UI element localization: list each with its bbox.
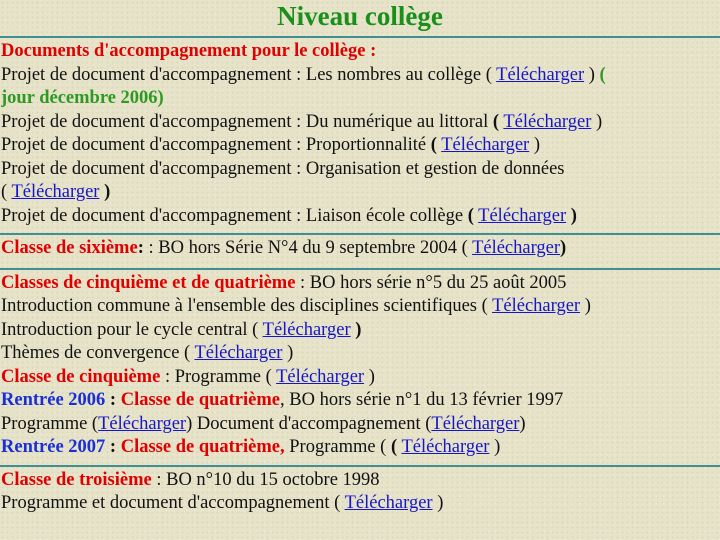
- download-link-proportionnalite[interactable]: Télécharger: [441, 135, 530, 155]
- docs-section: Documents d'accompagnement pour le collège : Projet de document d'accompagnement : Les nombres au collège ( Télécharger ) ( jour décembre 2006) Projet de document d'accompagnement : Du numérique au littoral ( Télécharger ) Projet de document d'accompagnement : Proportionnalité ( Télécharger ) Projet de document d'accompagnement : Organisation et gestion de données ( Télécharger ) Projet de document d'accompagnement : Liaison école collège ( Télécharger ): [0, 40, 720, 228]
- divider: [0, 268, 720, 270]
- sixieme-heading: Classe de sixième: [1, 238, 138, 258]
- quatrieme-heading: Classe de quatrième: [120, 390, 280, 410]
- divider: [0, 233, 720, 235]
- download-link-intro-cycle[interactable]: Télécharger: [262, 319, 351, 340]
- download-link-intro-sci[interactable]: Télécharger: [492, 296, 581, 316]
- sixieme-section: Classe de sixième: : BO hors Série N°4 du 9 septembre 2004 ( Télécharger): [1, 238, 567, 258]
- update-note: jour décembre 2006): [1, 88, 164, 108]
- doc-item-numerique: Projet de document d'accompagnement : Du numérique au littoral ( Télécharger ): [1, 111, 603, 132]
- quatrieme-2007-heading: Classe de quatrième,: [120, 437, 285, 457]
- doc-item-organisation: Projet de document d'accompagnement : Organisation et gestion de données: [1, 158, 565, 179]
- download-link-programme-4e[interactable]: Télécharger: [98, 413, 187, 434]
- divider: [0, 465, 720, 467]
- doc-item-liaison: Projet de document d'accompagnement : Liaison école collège ( Télécharger ): [1, 205, 577, 226]
- cinq-quatre-heading: Classes de cinquième et de quatrième: [1, 272, 296, 293]
- cinq-quatre-section: Classes de cinquième et de quatrième : BO hors série n°5 du 25 août 2005 Introduction commune à l'ensemble des disciplines scientifiques ( Télécharger ) Introduction pour le cycle central ( Télécharger ) Thèmes de convergence ( Télécharger ) Classe de cinquième : Programme ( Télécharger ) Rentrée 2006 : Classe de quatrième, BO hors série n°1 du 13 février 1997 Programme (Télécharger) Document d'accompagnement (Télécharger) Rentrée 2007 : Classe de quatrième, Programme ( ( Télécharger ): [1, 272, 591, 457]
- download-link-nombres[interactable]: Télécharger: [496, 64, 585, 85]
- docs-heading: Documents d'accompagnement pour le collège :: [1, 41, 377, 61]
- rentree-2007-label: Rentrée 2007: [1, 437, 106, 457]
- rentree-2006-label: Rentrée 2006: [1, 390, 106, 410]
- cinquieme-heading: Classe de cinquième: [1, 366, 161, 387]
- download-link-numerique[interactable]: Télécharger: [503, 111, 592, 132]
- divider: [0, 36, 720, 38]
- page-title: Niveau collège: [277, 1, 443, 31]
- download-link-troisieme[interactable]: Télécharger: [344, 493, 433, 513]
- download-link-liaison[interactable]: Télécharger: [478, 205, 567, 226]
- troisieme-section: Classe de troisième : BO n°10 du 15 octobre 1998 Programme et document d'accompagnement ( Télécharger ): [1, 469, 444, 513]
- download-link-organisation[interactable]: Télécharger: [11, 182, 100, 202]
- download-link-cinquieme[interactable]: Télécharger: [276, 366, 365, 387]
- troisieme-heading: Classe de troisième: [1, 469, 152, 490]
- download-link-doc-acc-4e[interactable]: Télécharger: [431, 413, 520, 434]
- download-link-sixieme[interactable]: Télécharger: [472, 238, 561, 258]
- doc-item-proportionnalite: Projet de document d'accompagnement : Proportionnalité ( Télécharger ): [1, 135, 540, 155]
- download-link-themes[interactable]: Télécharger: [194, 343, 283, 363]
- doc-item-nombres: Projet de document d'accompagnement : Les nombres au collège ( Télécharger ) (: [1, 64, 606, 85]
- download-link-programme-2007[interactable]: Télécharger: [401, 437, 490, 457]
